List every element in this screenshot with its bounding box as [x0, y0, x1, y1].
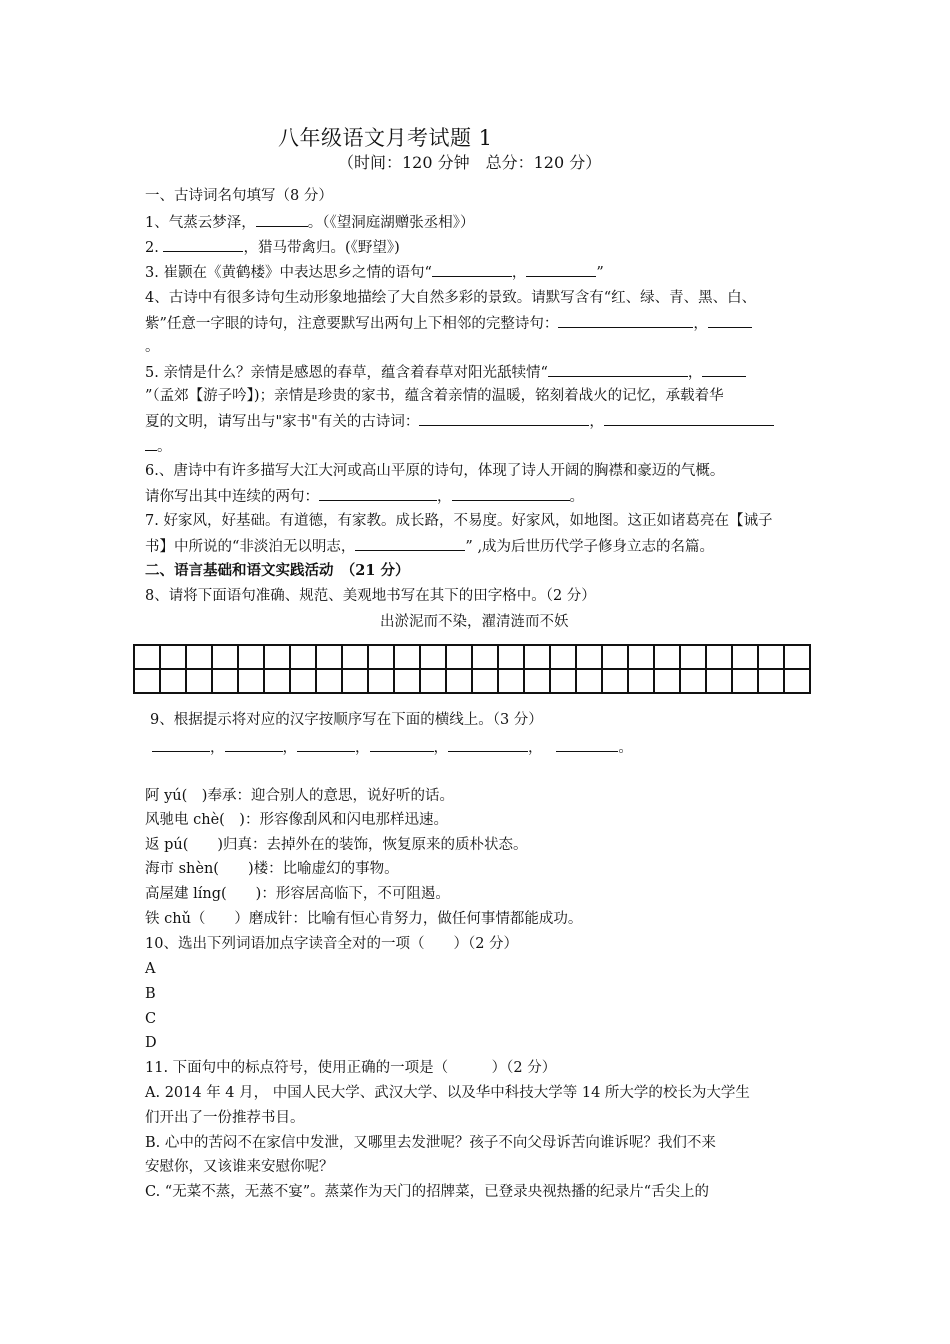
grid-cell[interactable]: [784, 669, 810, 693]
grid-cell[interactable]: [368, 645, 394, 669]
q6-line1: 6.、唐诗中有许多描写大江大河或高山平原的诗句，体现了诗人开阔的胸襟和豪迈的气概。: [145, 463, 725, 479]
grid-cell[interactable]: [602, 645, 628, 669]
q10-option-c[interactable]: C: [145, 1011, 157, 1027]
grid-cell[interactable]: [342, 669, 368, 693]
grid-cell[interactable]: [550, 645, 576, 669]
grid-cell[interactable]: [238, 645, 264, 669]
grid-cell[interactable]: [264, 669, 290, 693]
q9-item: 阿 yú( )奉承：迎合别人的意思，说好听的话。: [145, 788, 454, 804]
q7-blank[interactable]: [355, 536, 465, 551]
grid-cell[interactable]: [524, 645, 550, 669]
grid-cell[interactable]: [316, 669, 342, 693]
q5-blank-4[interactable]: [604, 411, 774, 426]
grid-cell[interactable]: [186, 669, 212, 693]
section2-heading: 二、语言基础和语文实践活动 （21 分）: [145, 562, 410, 579]
page-subtitle: （时间：120 分钟 总分：120 分）: [338, 153, 602, 172]
grid-cell[interactable]: [394, 669, 420, 693]
q4-blank-2[interactable]: [708, 313, 752, 328]
q11-text: 11. 下面句中的标点符号，使用正确的一项是（ ）（2 分）: [145, 1060, 557, 1076]
q4-line1: 4、古诗中有很多诗句生动形象地描绘了大自然多彩的景致。请默写含有“红、绿、青、黑、白、: [145, 290, 757, 306]
q4-line3: 。: [145, 339, 160, 355]
grid-cell[interactable]: [732, 669, 758, 693]
grid-cell[interactable]: [394, 645, 420, 669]
q5-line2: ”（孟郊【游子吟】)；亲情是珍贵的家书，蕴含着亲情的温暖，铭刻着战火的记忆，承载着华: [145, 388, 724, 404]
q9-item: 风驰电 chè( )：形容像刮风和闪电那样迅速。: [145, 812, 448, 828]
grid-cell[interactable]: [160, 645, 186, 669]
q9-blank-4[interactable]: [370, 737, 434, 752]
grid-cell[interactable]: [238, 669, 264, 693]
grid-cell[interactable]: [316, 645, 342, 669]
grid-cell[interactable]: [576, 669, 602, 693]
q6-line2: 请你写出其中连续的两句： ， 。: [145, 486, 584, 507]
grid-cell[interactable]: [680, 645, 706, 669]
q9-blank-6[interactable]: [556, 737, 618, 752]
grid-cell[interactable]: [420, 669, 446, 693]
q6-blank-1[interactable]: [319, 486, 437, 501]
q9-item: 海市 shèn( )楼：比喻虚幻的事物。: [145, 861, 399, 877]
grid-cell[interactable]: [628, 645, 654, 669]
grid-cell[interactable]: [758, 645, 784, 669]
q7-line1: 7. 好家风，好基础。有道德，有家教。成长路，不易度。好家风，如地图。这正如诸葛亮在【诫子: [145, 513, 773, 529]
grid-cell[interactable]: [160, 669, 186, 693]
grid-row: [134, 645, 810, 669]
grid-cell[interactable]: [576, 645, 602, 669]
grid-row: [134, 669, 810, 693]
grid-cell[interactable]: [134, 669, 160, 693]
q11-option-b[interactable]: B. 心中的苦闷不在家信中发泄，又哪里去发泄呢？孩子不向父母诉苦向谁诉呢？我们不来: [145, 1135, 716, 1151]
q11-option-c[interactable]: C. “无菜不蒸，无蒸不宴”。蒸菜作为天门的招牌菜，已登录央视热播的纪录片“舌尖上的: [145, 1184, 710, 1200]
q3-blank-1[interactable]: [432, 262, 512, 277]
page-title: 八年级语文月考试题 1: [278, 126, 493, 150]
grid-cell[interactable]: [654, 669, 680, 693]
q4-blank-1[interactable]: [558, 313, 693, 328]
q9-item: 铁 chǔ（ ）磨成针：比喻有恒心肯努力，做任何事情都能成功。: [145, 911, 583, 927]
grid-cell[interactable]: [680, 669, 706, 693]
q8-text: 8、请将下面语句准确、规范、美观地书写在其下的田字格中。（2 分）: [145, 588, 596, 604]
q5-blank-2[interactable]: [702, 362, 746, 377]
grid-cell[interactable]: [602, 669, 628, 693]
q1: 1、气蒸云梦泽， 。（《望洞庭湖赠张丞相》）: [145, 212, 474, 233]
grid-cell[interactable]: [342, 645, 368, 669]
grid-cell[interactable]: [784, 645, 810, 669]
q7-line2: 书】中所说的“非淡泊无以明志， ” ,成为后世历代学子修身立志的名篇。: [145, 536, 714, 557]
grid-cell[interactable]: [550, 669, 576, 693]
grid-cell[interactable]: [134, 645, 160, 669]
grid-cell[interactable]: [524, 669, 550, 693]
q9-item: 高屋建 líng( )：形容居高临下，不可阻遏。: [145, 886, 450, 902]
q10-text: 10、选出下列词语加点字读音全对的一项（ ）（2 分）: [145, 936, 519, 952]
q5-blank-1[interactable]: [548, 362, 688, 377]
grid-cell[interactable]: [758, 669, 784, 693]
q5-blank-5[interactable]: [145, 436, 157, 451]
grid-cell[interactable]: [628, 669, 654, 693]
q9-blank-5[interactable]: [448, 737, 528, 752]
tianzige-grid[interactable]: [133, 644, 811, 694]
grid-cell[interactable]: [654, 645, 680, 669]
q5-line1: 5. 亲情是什么？亲情是感恩的春草，蕴含着春草对阳光舐犊情“ ，: [145, 362, 746, 383]
grid-cell[interactable]: [472, 669, 498, 693]
q10-option-a[interactable]: A: [145, 961, 156, 977]
grid-cell[interactable]: [212, 669, 238, 693]
q9-blank-1[interactable]: [152, 737, 210, 752]
q9-text: 9、根据提示将对应的汉字按顺序写在下面的横线上。（3 分）: [150, 712, 543, 728]
grid-cell[interactable]: [732, 645, 758, 669]
q5-line3: 夏的文明，请写出与"家书"有关的古诗词： ，: [145, 411, 774, 432]
grid-cell[interactable]: [498, 669, 524, 693]
grid-cell[interactable]: [446, 645, 472, 669]
q3: 3. 崔颢在《黄鹤楼》中表达思乡之情的语句“ ， ”: [145, 262, 604, 283]
grid-cell[interactable]: [264, 645, 290, 669]
grid-cell[interactable]: [186, 645, 212, 669]
q11-option-a-cont: 们开出了一份推荐书目。: [145, 1110, 305, 1126]
q9-blank-3[interactable]: [297, 737, 355, 752]
q2-blank[interactable]: [163, 237, 243, 252]
grid-cell[interactable]: [368, 669, 394, 693]
grid-cell[interactable]: [212, 645, 238, 669]
q10-option-b[interactable]: B: [145, 986, 156, 1002]
q1-blank[interactable]: [256, 212, 308, 227]
grid-cell[interactable]: [472, 645, 498, 669]
q9-blank-2[interactable]: [225, 737, 283, 752]
grid-cell[interactable]: [446, 669, 472, 693]
q8-sentence: 出淤泥而不染，濯清涟而不妖: [380, 614, 569, 630]
q11-option-a[interactable]: A. 2014 年 4 月， 中国人民大学、武汉大学、以及华中科技大学等 14 所大学的校长为大学生: [145, 1085, 750, 1101]
grid-cell[interactable]: [706, 645, 732, 669]
q11-option-b-cont: 安慰你，又该谁来安慰你呢？: [145, 1159, 334, 1175]
q6-blank-2[interactable]: [452, 486, 570, 501]
q5-blank-3[interactable]: [419, 411, 589, 426]
grid-cell[interactable]: [290, 669, 316, 693]
q5-line4: 。: [145, 436, 172, 457]
grid-cell[interactable]: [420, 645, 446, 669]
q9-item: 返 pú( )归真：去掉外在的装饰，恢复原来的质朴状态。: [145, 837, 528, 853]
section1-heading: 一、古诗词名句填写（8 分）: [145, 188, 333, 204]
q3-blank-2[interactable]: [526, 262, 596, 277]
q9-blanks: ， ， ， ， ， 。: [152, 737, 633, 758]
q2: 2. ，猎马带禽归。(《野望》): [145, 237, 400, 258]
grid-cell[interactable]: [706, 669, 732, 693]
q4-line2: 紫”任意一字眼的诗句，注意要默写出两句上下相邻的完整诗句： ，: [145, 313, 752, 334]
grid-cell[interactable]: [498, 645, 524, 669]
grid-cell[interactable]: [290, 645, 316, 669]
q10-option-d[interactable]: D: [145, 1035, 157, 1051]
